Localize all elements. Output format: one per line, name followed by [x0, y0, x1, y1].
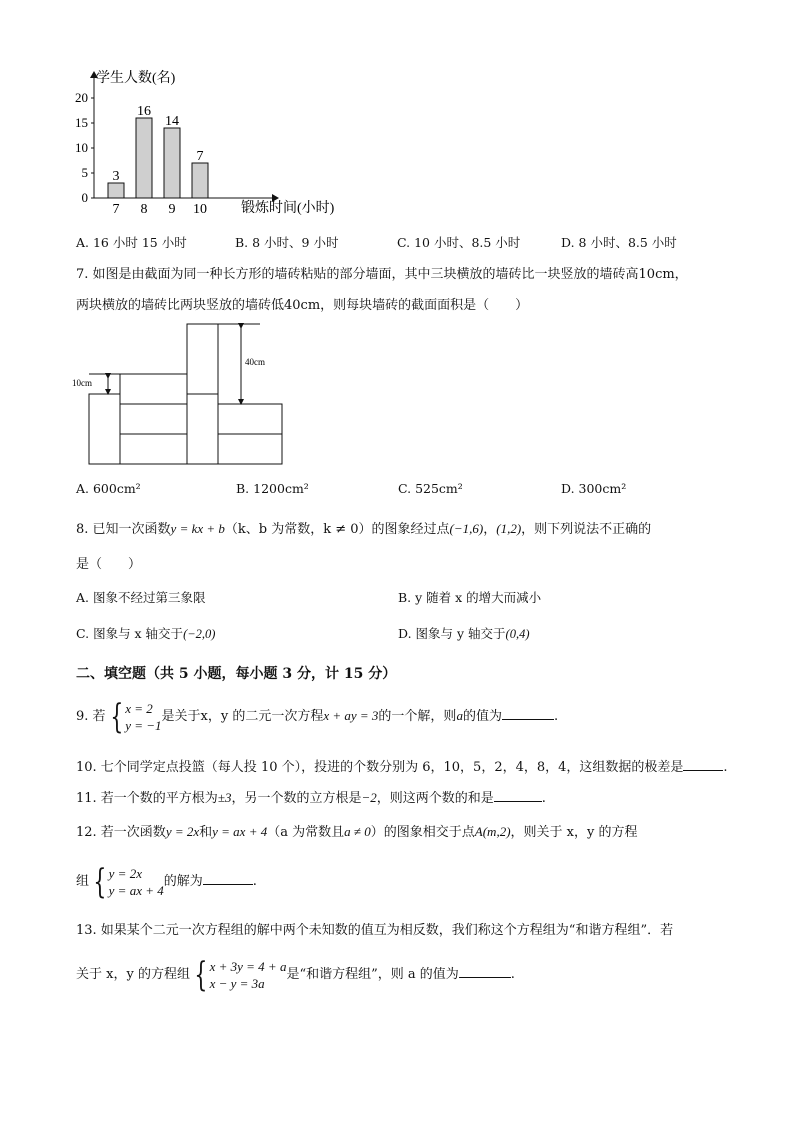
q9-equation: x + ay = 3	[323, 708, 379, 723]
x-tick-label: 8	[140, 202, 148, 217]
q11	[76, 787, 546, 808]
q11-middle: ，另一个数的立方根是	[231, 791, 362, 806]
q12-line1	[76, 823, 637, 842]
q13-line1: 13. 如果某个二元一次方程组的解中两个未知数的值互为相反数，我们称这个方程组为“和谐方程组”．若	[76, 923, 674, 938]
q8-equation: y = kx + b	[170, 521, 225, 536]
q8-text-line2: 是（ ）	[76, 557, 142, 572]
q11-end: .	[541, 791, 546, 806]
x-tick-label: 9	[168, 202, 176, 217]
q7-text-line1: 7. 如图是由截面为同一种长方形的墙砖粘贴的部分墙面，其中三块横放的墙砖比一块竖放的墙砖高10cm，	[76, 267, 688, 282]
q8-text-line1: 8. 已知一次函数y = kx + b（k、b 为常数，k ≠ 0）的图象经过点(−1,6)，(1,2)，则下列说法不正确的	[76, 521, 652, 537]
bars	[108, 104, 208, 217]
q9-text-3: 的值为	[462, 709, 502, 724]
q10-answer-blank[interactable]	[683, 756, 723, 771]
q13-system-line2: x − y = 3a	[209, 975, 265, 991]
q13-line2-prefix: 关于 x，y 的方程组	[76, 967, 190, 982]
bar-value-label: 14	[165, 114, 179, 129]
x-tick-label: 10	[193, 202, 207, 217]
q8-prefix: 8. 已知一次函数	[76, 522, 171, 537]
horizontal-tile-top	[120, 374, 187, 404]
q11-suffix: ，则这两个数的和是	[376, 791, 494, 806]
q12-line2-prefix: 组	[76, 874, 90, 889]
q8-condition: （k、b 为常数，k ≠ 0）的图象经过点	[224, 522, 450, 537]
bar-10	[192, 163, 208, 198]
y-tick-label: 20	[75, 90, 88, 105]
q12-system: { y = 2x y = ax + 4	[93, 861, 164, 902]
q10	[76, 756, 728, 777]
q7-option-d: D. 300cm²	[561, 481, 627, 496]
y-tick-label: 0	[81, 190, 88, 205]
q9-text: 是关于x，y 的二元一次方程	[161, 709, 324, 724]
x-axis-title: 锻炼时间(小时)	[241, 201, 335, 216]
q6-option-b: B. 8 小时、9 小时	[235, 235, 339, 250]
q12-and: 和	[199, 825, 213, 840]
q12-intersect-text: ）的图象相交于点	[370, 825, 475, 840]
q12-prefix: 12. 若一次函数	[76, 825, 166, 840]
q12-suffix: ，则关于 x，y 的方程	[510, 825, 638, 840]
q9-text-2: 的一个解，则	[378, 709, 457, 724]
wall-tile-diagram	[70, 320, 290, 470]
q11-value-2: −2	[361, 790, 377, 805]
q8-option-d-text: D. 图象与 y 轴交于	[398, 626, 506, 641]
q11-prefix: 11. 若一个数的平方根为	[76, 791, 218, 806]
q13-end: .	[510, 967, 515, 982]
q12-system-line2: y = ax + 4	[108, 882, 164, 898]
q7-text-line2: 两块横放的墙砖比两块竖放的墙砖低40cm，则每块墙砖的截面面积是（ ）	[76, 298, 529, 313]
y-ticks	[75, 90, 94, 205]
q6-option-c: C. 10 小时、8.5 小时	[397, 235, 521, 250]
q12-end: .	[252, 874, 257, 889]
bar-value-label: 3	[112, 169, 120, 184]
q12-system-line1: y = 2x	[108, 865, 142, 881]
q13-system: { x + 3y = 4 + a x − y = 3a	[194, 954, 287, 995]
right-horizontal-tile-upper	[218, 404, 282, 434]
q8-option-c-point: (−2,0)	[183, 627, 216, 641]
bar-value-label: 16	[137, 104, 151, 119]
section-heading: 二、填空题（共 5 小题，每小题 3 分，计 15 分）	[76, 666, 397, 682]
q8-point-2: (1,2)	[496, 521, 522, 536]
q6-option-a: A. 16 小时 15 小时	[76, 235, 187, 250]
x-tick-label: 7	[112, 202, 120, 217]
q7-option-b: B. 1200cm²	[236, 481, 309, 496]
q7-option-a: A. 600cm²	[76, 481, 141, 496]
horizontal-tile-bottom	[120, 434, 187, 464]
q12-line2-suffix: 的解为	[163, 874, 203, 889]
q9-system-line1: x = 2	[125, 700, 153, 716]
q13-line2-suffix: 是“和谐方程组”，则 a 的值为	[286, 967, 459, 982]
q11-value-1: ±3	[217, 790, 232, 805]
right-horizontal-tile-lower	[218, 434, 282, 464]
q12-equation-1: y = 2x	[165, 824, 200, 839]
middle-vertical-tile-upper	[187, 324, 218, 394]
y-axis-title: 学生人数(名)	[96, 71, 176, 86]
q8-option-c	[76, 625, 215, 643]
q13-system-line1: x + 3y = 4 + a	[209, 958, 287, 974]
q7-option-c: C. 525cm²	[398, 481, 463, 496]
y-tick-label: 15	[75, 115, 88, 130]
y-tick-label: 10	[75, 140, 88, 155]
bar-8	[136, 118, 152, 198]
middle-vertical-tile-lower	[187, 394, 218, 464]
q9-variable: a	[456, 708, 463, 723]
q13-answer-blank[interactable]	[459, 963, 511, 978]
horizontal-tile-middle	[120, 404, 187, 434]
q8-suffix: ，则下列说法不正确的	[521, 522, 652, 537]
label-10cm: 10cm	[72, 378, 92, 388]
y-tick-label: 5	[81, 165, 88, 180]
bar-7	[108, 183, 124, 198]
q9-system: { x = 2 y = −1	[109, 696, 162, 737]
q9-answer-blank[interactable]	[502, 705, 554, 720]
bar-chart	[60, 62, 340, 222]
q12-condition: （a 为常数且	[267, 825, 345, 840]
q12-answer-blank[interactable]	[203, 870, 253, 885]
q12-condition-expr: a ≠ 0	[344, 824, 371, 839]
q8-option-c-text: C. 图象与 x 轴交于	[76, 626, 184, 641]
q8-option-d-point: (0,4)	[505, 627, 530, 641]
bar-9	[164, 128, 180, 198]
label-40cm: 40cm	[245, 357, 265, 367]
q9-end: .	[553, 709, 559, 724]
left-vertical-tile	[89, 394, 120, 464]
q10-end: .	[723, 760, 728, 775]
q12-line2	[76, 860, 257, 904]
q10-text: 10. 七个同学定点投篮（每人投 10 个），投进的个数分别为 6，10，5，2，4，8，4，这组数据的极差是	[76, 760, 684, 775]
q13-line2	[76, 953, 515, 997]
q9	[76, 696, 558, 737]
q8-option-d	[398, 625, 530, 643]
q12-point: A(m,2)	[474, 824, 511, 839]
q9-prefix: 9. 若	[76, 709, 106, 724]
q8-option-b: B. y 随着 x 的增大而减小	[398, 590, 542, 605]
q11-answer-blank[interactable]	[494, 787, 542, 802]
bar-value-label: 7	[196, 149, 204, 164]
q6-option-d: D. 8 小时、8.5 小时	[561, 235, 677, 250]
q8-point-1: (−1,6)	[449, 521, 484, 536]
q12-equation-2: y = ax + 4	[212, 824, 268, 839]
q8-option-a: A. 图象不经过第三象限	[76, 590, 206, 605]
q9-system-line2: y = −1	[125, 717, 162, 733]
